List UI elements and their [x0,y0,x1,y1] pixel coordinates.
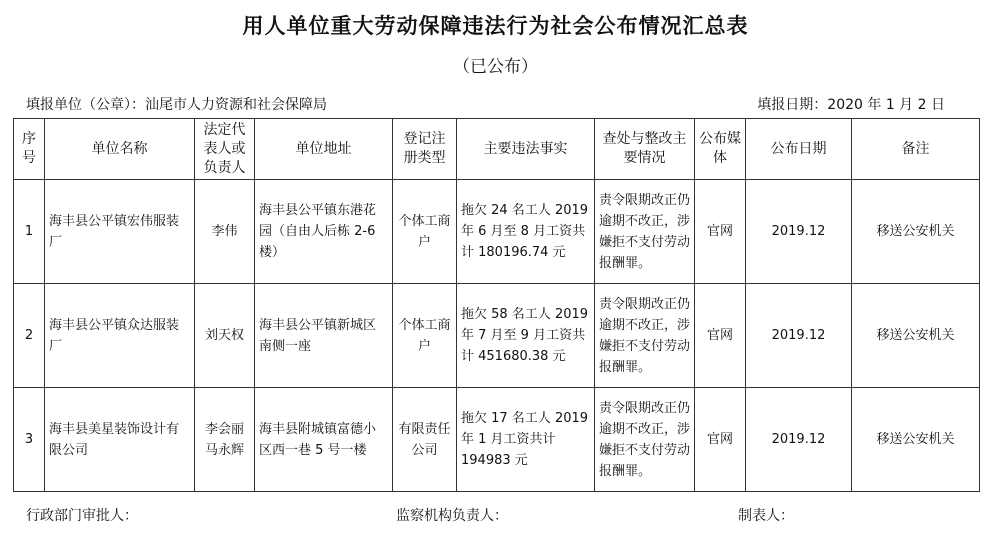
table-row [14,180,980,284]
cell-date: 2019.12 [746,388,852,492]
cell-unit-name: 海丰县公平镇宏伟服装厂 [45,180,195,284]
page-title: 用人单位重大劳动保障违法行为社会公布情况汇总表 [242,14,749,38]
cell-media: 官网 [695,180,746,284]
cell-no: 1 [14,180,45,284]
table-row [14,388,980,492]
cell-remark: 移送公安机关 [852,180,980,284]
header-media: 公布媒体 [695,119,746,180]
cell-legal-rep: 李会丽 马永辉 [195,388,255,492]
cell-legal-rep: 刘天权 [195,284,255,388]
cell-legal-rep: 李伟 [195,180,255,284]
header-unit-name: 单位名称 [45,119,195,180]
violations-table [13,118,980,492]
table-row [14,284,980,388]
footer-preparer: 制表人： [738,508,794,524]
table-header-row [14,119,980,180]
cell-address: 海丰县附城镇富德小区西一巷 5 号一楼 [255,388,393,492]
cell-unit-name: 海丰县美星装饰设计有限公司 [45,388,195,492]
cell-date: 2019.12 [746,284,852,388]
cell-remark: 移送公安机关 [852,284,980,388]
footer-supervisor: 监察机构负责人： [396,508,508,524]
page-subtitle: （已公布） [453,57,538,77]
header-reg-type: 登记注册类型 [393,119,457,180]
reporting-date: 填报日期：2020 年 1 月 2 日 [757,97,945,113]
cell-handling: 责令限期改正仍逾期不改正，涉嫌拒不支付劳动报酬罪。 [595,388,695,492]
header-address: 单位地址 [255,119,393,180]
cell-violation: 拖欠 17 名工人 2019 年 1 月工资共计 194983 元 [457,388,595,492]
cell-reg-type: 个体工商户 [393,284,457,388]
header-remark: 备注 [852,119,980,180]
cell-reg-type: 有限责任公司 [393,388,457,492]
reporting-unit: 填报单位（公章）：汕尾市人力资源和社会保障局 [26,97,327,113]
cell-no: 3 [14,388,45,492]
cell-date: 2019.12 [746,180,852,284]
header-date: 公布日期 [746,119,852,180]
cell-handling: 责令限期改正仍逾期不改正，涉嫌拒不支付劳动报酬罪。 [595,284,695,388]
cell-violation: 拖欠 58 名工人 2019 年 7 月至 9 月工资共计 451680.38 元 [457,284,595,388]
cell-no: 2 [14,284,45,388]
cell-unit-name: 海丰县公平镇众达服装厂 [45,284,195,388]
header-violation: 主要违法事实 [457,119,595,180]
cell-remark: 移送公安机关 [852,388,980,492]
cell-media: 官网 [695,284,746,388]
cell-violation: 拖欠 24 名工人 2019 年 6 月至 8 月工资共计 180196.74 元 [457,180,595,284]
cell-address: 海丰县公平镇新城区南侧一座 [255,284,393,388]
header-legal-rep: 法定代表人或负责人 [195,119,255,180]
header-handling: 查处与整改主要情况 [595,119,695,180]
cell-media: 官网 [695,388,746,492]
footer-approver: 行政部门审批人： [26,508,138,524]
cell-reg-type: 个体工商户 [393,180,457,284]
cell-address: 海丰县公平镇东港花园（自由人后栋 2-6 楼） [255,180,393,284]
header-no: 序号 [14,119,45,180]
cell-handling: 责令限期改正仍逾期不改正，涉嫌拒不支付劳动报酬罪。 [595,180,695,284]
